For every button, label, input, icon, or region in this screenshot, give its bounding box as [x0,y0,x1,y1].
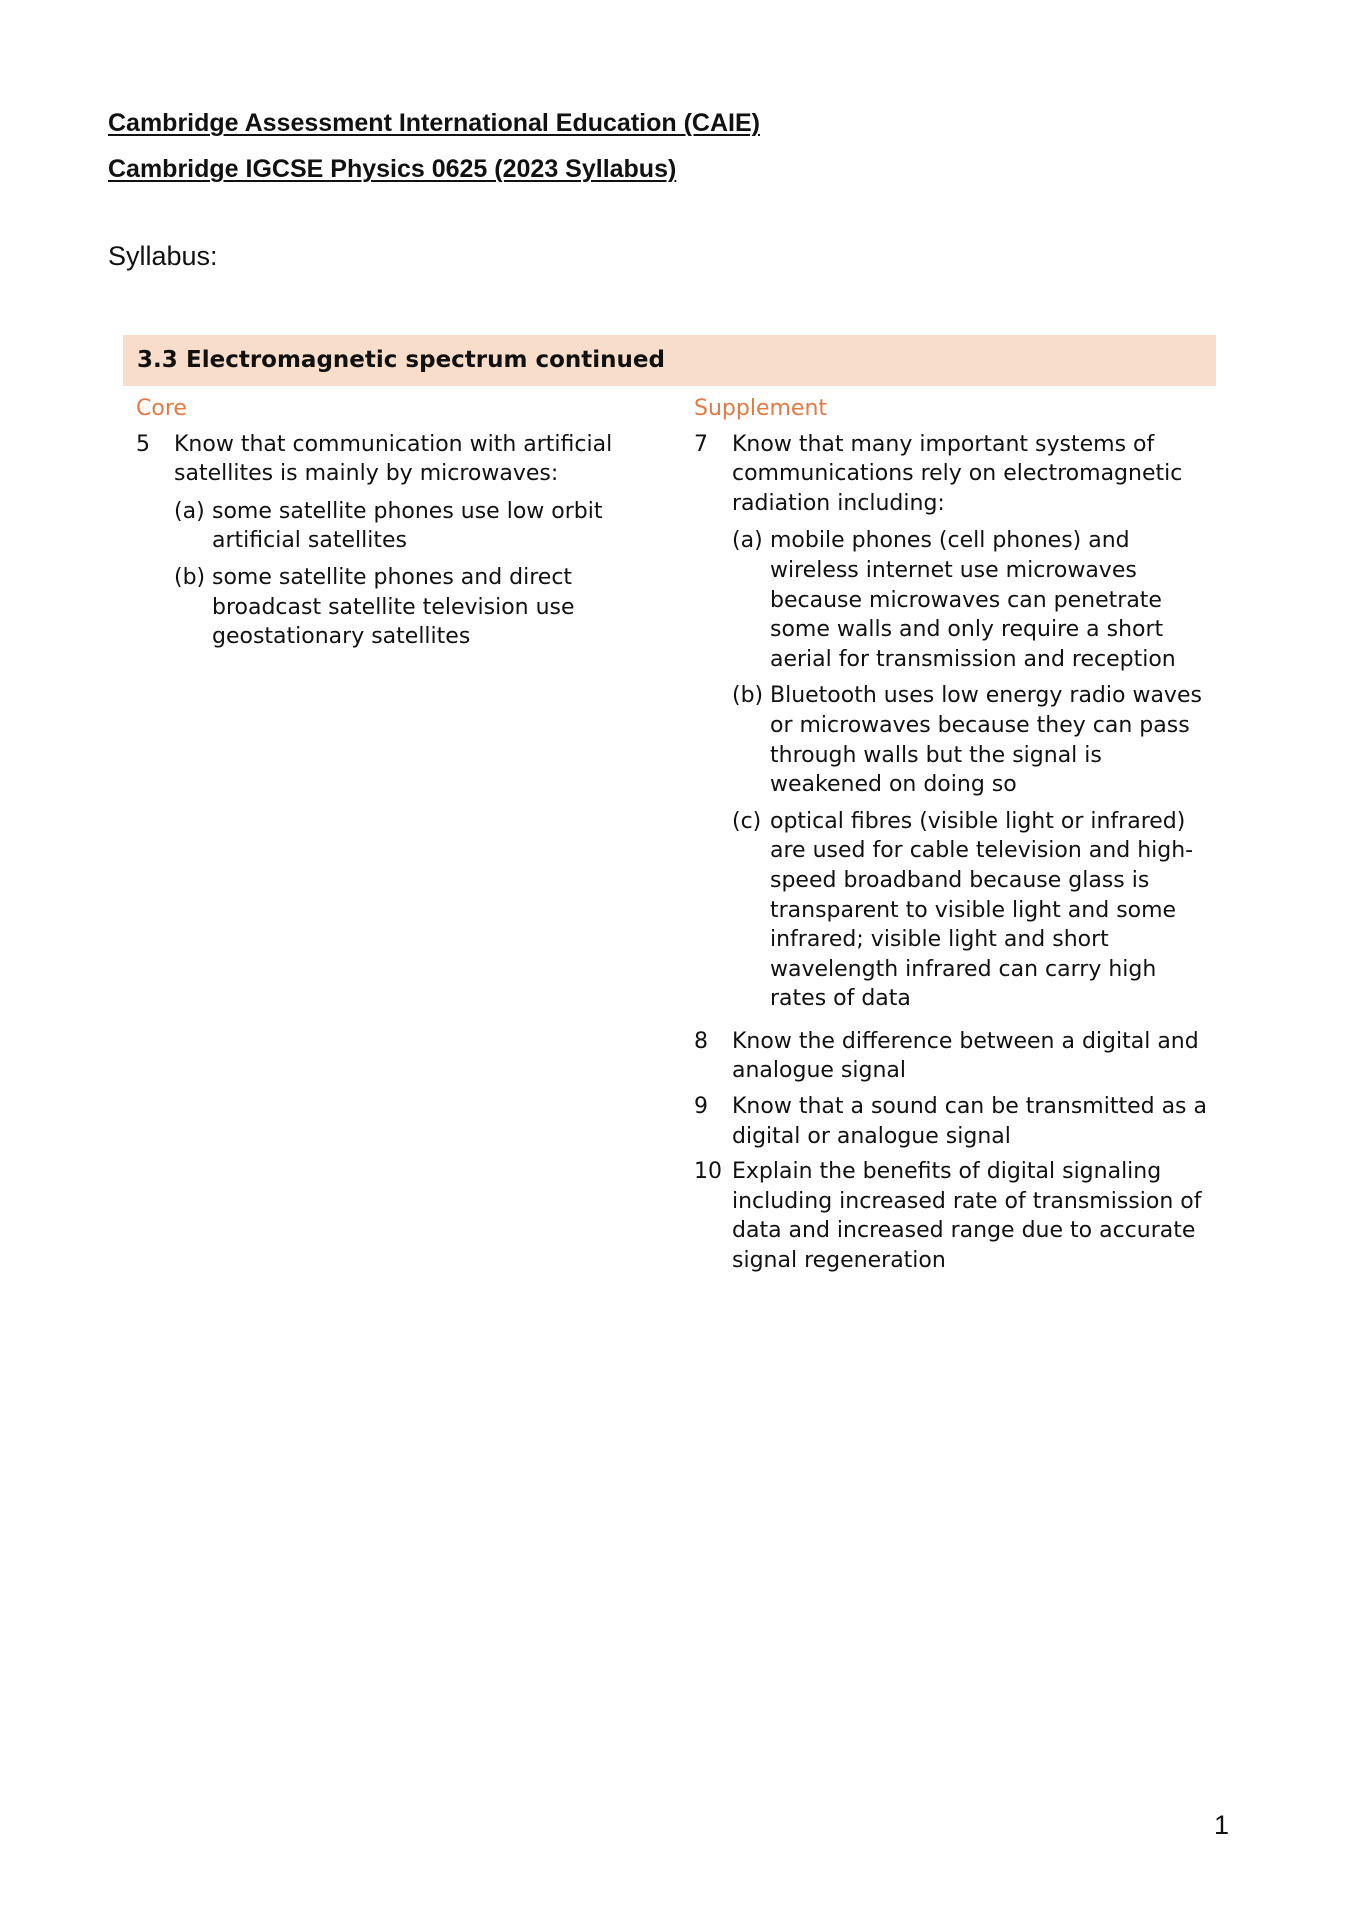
sub-item-a [174,497,656,556]
sub-item-a [732,526,1214,674]
item-number: 8 [694,1028,708,1054]
item-text: Know that communication with artificial satellites is mainly by microwaves: [174,431,613,487]
item-text: Know that many important systems of communications rely on electromagnetic radiation including: [732,431,1183,516]
supplement-column [694,394,1214,1282]
sub-item-letter: (b) [174,564,206,590]
section-number: 3.3 [137,347,178,373]
sub-item-b [732,681,1214,799]
core-heading: Core [136,396,187,421]
section-title: Electromagnetic spectrum continued [186,347,665,373]
supplement-item-8 [694,1027,1214,1086]
sub-item-letter: (a) [732,528,763,554]
sub-item-b [174,563,656,652]
item-number: 7 [694,431,708,457]
sub-item-text: Bluetooth uses low energy radio waves or microwaves because they can pass through walls but the signal is weakened on doing so [770,683,1202,798]
sub-item-c [732,807,1214,1014]
core-column [136,394,656,665]
syllabus-label: Syllabus: [108,241,218,271]
supplement-item-10 [694,1157,1214,1275]
sub-item-letter: (a) [174,498,205,524]
item-text: Explain the benefits of digital signaling including increased rate of transmission of data and increased range due to accurate signal regeneration [732,1159,1202,1274]
sub-item-text: some satellite phones use low orbit artificial satellites [212,498,603,554]
sub-item-text: mobile phones (cell phones) and wireless internet use microwaves because microwaves can penetrate some walls and only require a short aerial for transmission and reception [770,528,1176,672]
sub-item-text: optical fibres (visible light or infrared) are used for cable television and high-speed broadband because glass is transparent to visible light and some infrared; visible light and short wavelength infrared can carry high rates of data [770,808,1194,1012]
sub-item-text: some satellite phones and direct broadcast satellite television use geostationary satellites [212,564,575,650]
sub-item-letter: (c) [732,808,762,834]
item-number: 5 [136,431,150,457]
supplement-heading: Supplement [694,396,828,421]
item-number: 10 [694,1159,722,1185]
supplement-item-7 [694,430,1214,1021]
item-number: 9 [694,1094,708,1120]
document-subtitle: Cambridge IGCSE Physics 0625 (2023 Syllabus) [108,155,677,183]
section-header-bar [123,335,1216,386]
page-number: 1 [1214,1810,1230,1840]
item-text: Know that a sound can be transmitted as a digital or analogue signal [732,1094,1207,1149]
item-text: Know the difference between a digital and analogue signal [732,1028,1199,1084]
document-title: Cambridge Assessment International Education (CAIE) [108,109,760,137]
supplement-item-9 [694,1092,1214,1151]
core-item-5 [136,430,656,659]
sub-item-letter: (b) [732,683,764,709]
